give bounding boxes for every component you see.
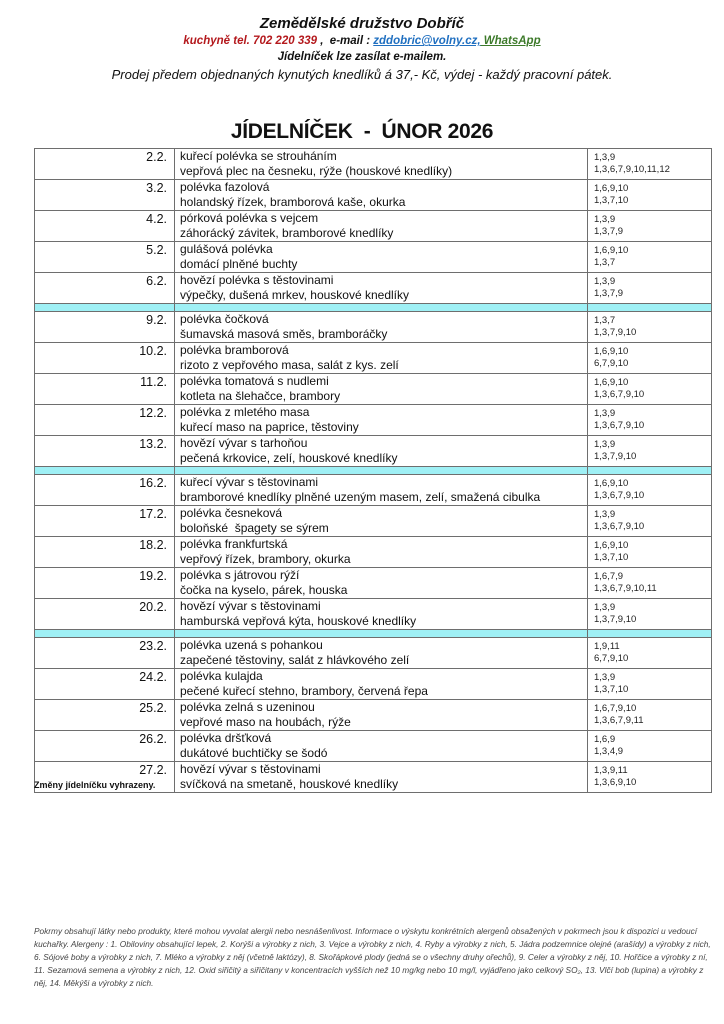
day-date: 9.2. (35, 312, 175, 343)
day-dishes (175, 312, 588, 343)
day-dishes (175, 405, 588, 436)
week-separator (35, 630, 712, 638)
main-allergens: 1,3,7 (594, 257, 616, 268)
main-allergens: 1,3,6,7,9,10 (594, 420, 645, 431)
soup: kuřecí vývar s těstovinami (180, 475, 319, 489)
soup: polévka frankfurtská (180, 537, 288, 551)
menu-day-row (35, 405, 712, 436)
main-course: svíčková na smetaně, houskové knedlíky (180, 777, 399, 791)
soup: polévka česneková (180, 506, 283, 520)
day-date: 3.2. (35, 180, 175, 211)
main-allergens: 1,3,7,10 (594, 552, 629, 563)
day-date: 12.2. (35, 405, 175, 436)
contact-separator: , e-mail : (317, 35, 374, 47)
day-allergens (588, 180, 712, 211)
day-date: 18.2. (35, 537, 175, 568)
main-course: pečená krkovice, zelí, houskové knedlíky (180, 451, 398, 465)
menu-day-row (35, 273, 712, 304)
soup: polévka uzená s pohankou (180, 638, 323, 652)
soup-allergens: 1,6,9 (594, 734, 616, 745)
main-course: vepřové maso na houbách, rýže (180, 715, 351, 729)
main-course: kotleta na šlehačce, brambory (180, 389, 341, 403)
day-allergens (588, 700, 712, 731)
whatsapp-link[interactable]: WhatsApp (480, 35, 541, 47)
soup: kuřecí polévka se strouháním (180, 149, 337, 163)
main-course: domácí plněné buchty (180, 257, 298, 271)
day-dishes (175, 242, 588, 273)
day-dishes (175, 374, 588, 405)
menu-day-row (35, 599, 712, 630)
main-course: vepřový řízek, brambory, okurka (180, 552, 351, 566)
separator-cell (175, 630, 588, 638)
separator-cell (35, 304, 175, 312)
menu-day-row (35, 506, 712, 537)
day-allergens (588, 568, 712, 599)
day-dishes (175, 149, 588, 180)
soup: gulášová polévka (180, 242, 273, 256)
main-course: holandský řízek, bramborová kaše, okurka (180, 195, 406, 209)
soup-allergens: 1,6,9,10 (594, 478, 629, 489)
soup: pórková polévka s vejcem (180, 211, 319, 225)
main-course: hamburská vepřová kýta, houskové knedlíky (180, 614, 417, 628)
changes-note: Změny jídelníčku vyhrazeny. (34, 780, 156, 790)
soup: polévka dršťková (180, 731, 272, 745)
soup: hovězí vývar s těstovinami (180, 762, 321, 776)
day-dishes (175, 537, 588, 568)
separator-cell (588, 467, 712, 475)
main-course: bramborové knedlíky plněné uzeným masem, zelí, smažená cibulka (180, 490, 541, 504)
day-allergens (588, 211, 712, 242)
main-course: pečené kuřecí stehno, brambory, červená řepa (180, 684, 428, 698)
menu-day-row (35, 436, 712, 467)
kitchen-phone: kuchyně tel. 702 220 339 (183, 35, 318, 47)
day-date: 16.2. (35, 475, 175, 506)
soup: polévka bramborová (180, 343, 289, 357)
separator-cell (175, 467, 588, 475)
main-allergens: 1,3,6,7,9,10 (594, 521, 645, 532)
day-allergens (588, 537, 712, 568)
day-dishes (175, 211, 588, 242)
day-date: 27.2. (35, 762, 175, 793)
menu-day-row (35, 312, 712, 343)
main-allergens: 1,3,6,9,10 (594, 777, 637, 788)
soup: polévka s játrovou rýží (180, 568, 300, 582)
main-course: dukátové buchtičky se šodó (180, 746, 328, 760)
menu-day-row (35, 700, 712, 731)
soup: polévka zelná s uzeninou (180, 700, 315, 714)
day-allergens (588, 599, 712, 630)
soup: polévka z mletého masa (180, 405, 310, 419)
soup-allergens: 1,6,9,10 (594, 245, 629, 256)
soup: hovězí polévka s těstovinami (180, 273, 334, 287)
soup: polévka čočková (180, 312, 269, 326)
day-date: 24.2. (35, 669, 175, 700)
menu-day-row (35, 638, 712, 669)
main-allergens: 1,3,7,9,10 (594, 327, 637, 338)
email-note: Jídelníček lze zasílat e-mailem. (277, 51, 447, 63)
menu-day-row (35, 343, 712, 374)
soup-allergens: 1,6,9,10 (594, 377, 629, 388)
day-allergens (588, 343, 712, 374)
day-allergens (588, 669, 712, 700)
soup: polévka tomatová s nudlemi (180, 374, 329, 388)
day-dishes (175, 669, 588, 700)
menu-day-row (35, 475, 712, 506)
organization-name: Zemědělské družstvo Dobříč (259, 15, 465, 32)
day-dishes (175, 343, 588, 374)
soup-allergens: 1,6,9,10 (594, 183, 629, 194)
day-allergens (588, 762, 712, 793)
menu-day-row (35, 568, 712, 599)
day-date: 6.2. (35, 273, 175, 304)
day-dishes (175, 436, 588, 467)
day-date: 5.2. (35, 242, 175, 273)
soup-allergens: 1,3,9 (594, 408, 616, 419)
menu-day-row (35, 180, 712, 211)
menu-day-row (35, 374, 712, 405)
email-link[interactable]: zddobric@volny.cz, (373, 35, 481, 47)
menu-day-row (35, 211, 712, 242)
soup-allergens: 1,9,11 (594, 641, 620, 652)
main-course: vepřová plec na česneku, rýže (houskové knedlíky) (180, 164, 453, 178)
day-allergens (588, 506, 712, 537)
main-course: rizoto z vepřového masa, salát z kys. zelí (180, 358, 399, 372)
soup-allergens: 1,6,7,9 (594, 571, 624, 582)
separator-cell (588, 630, 712, 638)
day-date: 13.2. (35, 436, 175, 467)
main-allergens: 1,3,7,9 (594, 288, 624, 299)
soup: polévka fazolová (180, 180, 270, 194)
day-date: 4.2. (35, 211, 175, 242)
day-dishes (175, 700, 588, 731)
day-allergens (588, 149, 712, 180)
soup-allergens: 1,3,9 (594, 152, 616, 163)
day-date: 23.2. (35, 638, 175, 669)
allergen-footer: Pokrmy obsahují látky nebo produkty, které mohou vyvolat alergii nebo nesnášenlivost. Informace o výskytu konkrétních alergenů obsažených v pokrmech jsou k dispozici u vedoucí kuchařky. Alergeny : 1. Obiloviny obsahující lepek, 2. Korýši a výrobky z nich, 3. Vejce a výrobky z nich, 4. Ryby a výrobky z nich, 5. Jádra podzemnice olejné (arašídy) a výrobky z nich, 6. Sójové boby a výrobky z nich, 7. Mléko a výrobky z něj (včetně laktózy), 8. Skořápkové plody (jedná se o všechny druhy ořechů), 9. Celer a výrobky z něj, 10. Hořčice a výrobky z ní, 11. Sezamová semena a výrobky z nich, 12. Oxid siřičitý a siřičitany v koncentracích vyšších než 10 mg/kg nebo 10 mg/l, vyjádřeno jako celkový SO₂, 13. Vlčí bob (lupina) a výrobky z něj, 14. Měkýši a výrobky z nich. (34, 926, 711, 988)
separator-cell (35, 467, 175, 475)
day-dishes (175, 506, 588, 537)
menu-day-row (35, 242, 712, 273)
day-dishes (175, 568, 588, 599)
day-dishes (175, 180, 588, 211)
separator-cell (175, 304, 588, 312)
main-allergens: 1,3,7,9 (594, 226, 624, 237)
week-separator (35, 304, 712, 312)
soup: hovězí vývar s těstovinami (180, 599, 321, 613)
separator-cell (35, 630, 175, 638)
week-separator (35, 467, 712, 475)
main-course: boloňské špagety se sýrem (180, 521, 329, 535)
separator-cell (588, 304, 712, 312)
menu-day-row (35, 669, 712, 700)
main-allergens: 1,3,6,7,9,10,11 (594, 583, 657, 594)
day-dishes (175, 475, 588, 506)
soup-allergens: 1,3,9 (594, 276, 616, 287)
day-date: 10.2. (35, 343, 175, 374)
main-allergens: 1,3,7,9,10 (594, 614, 637, 625)
main-allergens: 6,7,9,10 (594, 653, 629, 664)
day-allergens (588, 273, 712, 304)
day-date: 2.2. (35, 149, 175, 180)
soup-allergens: 1,6,9,10 (594, 540, 629, 551)
menu-title: JÍDELNÍČEK - ÚNOR 2026 (230, 120, 494, 143)
main-allergens: 1,3,7,10 (594, 684, 629, 695)
soup-allergens: 1,3,7 (594, 315, 616, 326)
day-dishes (175, 731, 588, 762)
day-date: 17.2. (35, 506, 175, 537)
main-course: čočka na kyselo, párek, houska (180, 583, 348, 597)
menu-day-row (35, 149, 712, 180)
main-allergens: 1,3,4,9 (594, 746, 624, 757)
main-allergens: 1,3,6,7,9,10,11,12 (594, 164, 670, 175)
main-allergens: 1,3,6,7,9,11 (594, 715, 644, 726)
day-allergens (588, 731, 712, 762)
day-date: 26.2. (35, 731, 175, 762)
page-header (0, 14, 724, 84)
main-course: záhorácký závitek, bramborové knedlíky (180, 226, 394, 240)
day-dishes (175, 638, 588, 669)
main-course: šumavská masová směs, bramboráčky (180, 327, 388, 341)
soup-allergens: 1,6,9,10 (594, 346, 629, 357)
soup-allergens: 1,3,9 (594, 214, 616, 225)
day-date: 11.2. (35, 374, 175, 405)
main-allergens: 6,7,9,10 (594, 358, 629, 369)
day-dishes (175, 599, 588, 630)
main-allergens: 1,3,7,10 (594, 195, 629, 206)
day-date: 20.2. (35, 599, 175, 630)
day-allergens (588, 475, 712, 506)
day-date: 25.2. (35, 700, 175, 731)
soup-allergens: 1,3,9 (594, 672, 616, 683)
soup-allergens: 1,3,9 (594, 439, 616, 450)
main-allergens: 1,3,6,7,9,10 (594, 490, 645, 501)
menu-day-row (35, 537, 712, 568)
soup-allergens: 1,3,9 (594, 602, 616, 613)
day-allergens (588, 405, 712, 436)
soup-allergens: 1,3,9,11 (594, 765, 628, 776)
menu-table (34, 148, 712, 793)
day-date: 19.2. (35, 568, 175, 599)
soup: polévka kulajda (180, 669, 263, 683)
day-dishes (175, 762, 588, 793)
main-course: zapečené těstoviny, salát z hlávkového zelí (180, 653, 410, 667)
day-allergens (588, 436, 712, 467)
day-allergens (588, 242, 712, 273)
soup-allergens: 1,6,7,9,10 (594, 703, 637, 714)
main-allergens: 1,3,7,9,10 (594, 451, 637, 462)
day-allergens (588, 374, 712, 405)
day-allergens (588, 312, 712, 343)
contact-line (0, 33, 724, 49)
day-allergens (588, 638, 712, 669)
soup: hovězí vývar s tarhoňou (180, 436, 308, 450)
main-course: výpečky, dušená mrkev, houskové knedlíky (180, 288, 409, 302)
dumpling-sale-note: Prodej předem objednaných kynutých knedlíků á 37,- Kč, výdej - každý pracovní pátek. (111, 67, 613, 82)
main-allergens: 1,3,6,7,9,10 (594, 389, 645, 400)
day-dishes (175, 273, 588, 304)
main-course: kuřecí maso na paprice, těstoviny (180, 420, 359, 434)
menu-day-row (35, 731, 712, 762)
soup-allergens: 1,3,9 (594, 509, 616, 520)
